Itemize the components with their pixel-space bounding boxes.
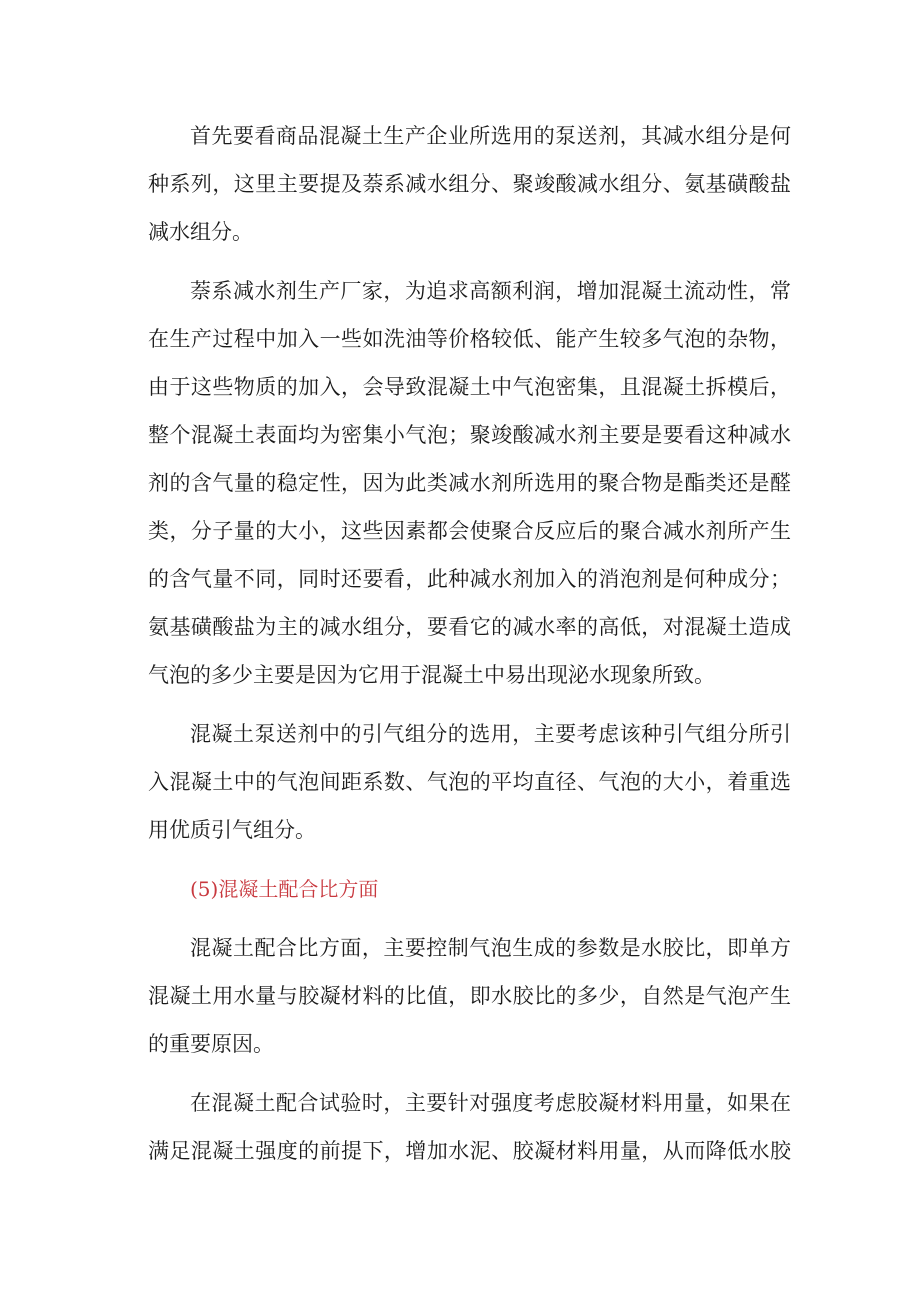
- paragraph-water-reducers: [148, 267, 791, 699]
- paragraph-line: 混凝土用水量与胶凝材料的比值，即水胶比的多少，自然是气泡产生: [148, 984, 791, 1008]
- paragraph-line: 的重要原因。: [148, 1032, 274, 1056]
- paragraph-line: 入混凝土中的气泡间距系数、气泡的平均直径、气泡的大小，着重选: [148, 770, 791, 794]
- paragraph-line: 用优质引气组分。: [148, 818, 316, 842]
- paragraph-line: 气泡的多少主要是因为它用于混凝土中易出现泌水现象所致。: [148, 663, 715, 687]
- section-heading: (5)混凝土配合比方面: [190, 877, 379, 901]
- paragraph-line: 整个混凝土表面均为密集小气泡；聚竣酸减水剂主要是要看这种减水: [148, 423, 791, 447]
- paragraph-line: 由于这些物质的加入，会导致混凝土中气泡密集，且混凝土拆模后，: [148, 375, 791, 399]
- paragraph-line: 在生产过程中加入一些如洗油等价格较低、能产生较多气泡的杂物，: [148, 327, 791, 351]
- paragraph-mix-test: [148, 1079, 791, 1175]
- paragraph-line: 的含气量不同，同时还要看，此种减水剂加入的消泡剂是何种成分；: [148, 567, 791, 591]
- paragraph-line: 种系列，这里主要提及萘系减水组分、聚竣酸减水组分、氨基磺酸盐: [148, 172, 791, 196]
- paragraph-line: 氨基磺酸盐为主的减水组分，要看它的减水率的高低，对混凝土造成: [148, 615, 791, 639]
- paragraph-line: 混凝土泵送剂中的引气组分的选用，主要考虑该种引气组分所引: [190, 722, 791, 746]
- paragraph-line: 减水组分。: [148, 220, 253, 244]
- paragraph-mix-ratio: [148, 924, 791, 1068]
- paragraph-line: 首先要看商品混凝土生产企业所选用的泵送剂，其减水组分是何: [190, 124, 791, 148]
- paragraph-line: 类，分子量的大小，这些因素都会使聚合反应后的聚合减水剂所产生: [148, 519, 791, 543]
- paragraph-pump-agent: [148, 112, 791, 256]
- paragraph-line: 萘系减水剂生产厂家，为追求高额利润，增加混凝土流动性，常: [190, 279, 791, 303]
- paragraph-line: 在混凝土配合试验时，主要针对强度考虑胶凝材料用量，如果在: [190, 1091, 791, 1115]
- paragraph-line: 剂的含气量的稳定性，因为此类减水剂所选用的聚合物是酯类还是醛: [148, 471, 791, 495]
- paragraph-line: 满足混凝土强度的前提下，增加水泥、胶凝材料用量，从而降低水胶: [148, 1139, 791, 1163]
- paragraph-line: 混凝土配合比方面，主要控制气泡生成的参数是水胶比，即单方: [190, 936, 791, 960]
- paragraph-air-entraining: [148, 710, 791, 854]
- document-body: [148, 112, 791, 1175]
